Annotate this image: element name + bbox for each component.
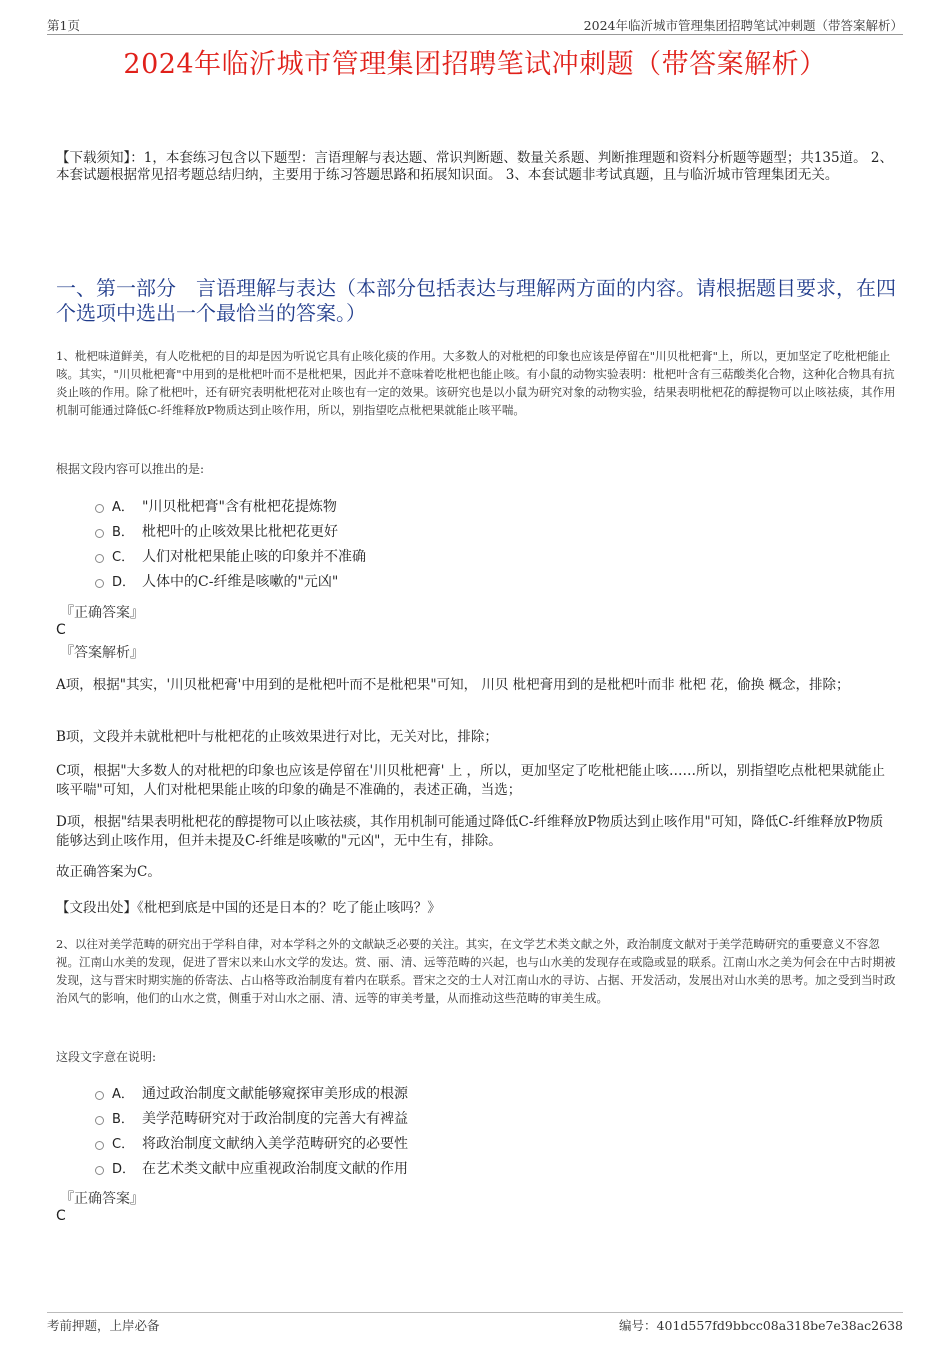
- page-title: 2024年临沂城市管理集团招聘笔试冲刺题（带答案解析）: [123, 49, 827, 80]
- answer-value: C: [56, 1208, 66, 1224]
- option-a[interactable]: A． 通过政治制度文献能够窥探审美形成的根源: [95, 1080, 408, 1105]
- option-b[interactable]: B． 枇杷叶的止咳效果比枇杷花更好: [95, 518, 366, 543]
- header-doc-title: 2024年临沂城市管理集团招聘笔试冲刺题（带答案解析）: [583, 18, 903, 33]
- radio-icon[interactable]: [95, 579, 104, 588]
- question-1-prompt: 根据文段内容可以推出的是:: [56, 462, 205, 476]
- radio-icon[interactable]: [95, 554, 104, 563]
- download-notice: 【下载须知】：1，本套练习包含以下题型：言语理解与表达题、常识判断题、数量关系题、判断推理题和资料分析题等题型；共135道。 2、本套试题根据常见招考题总结归纳，主要用于练习答题思路和拓展知识面。 3、本套试题非考试真题，且与临沂城市管理集团无关。: [56, 150, 893, 183]
- radio-icon[interactable]: [95, 1116, 104, 1125]
- question-2-prompt: 这段文字意在说明:: [56, 1050, 157, 1064]
- radio-icon[interactable]: [95, 1141, 104, 1150]
- analysis-b: B项，文段并未就枇杷叶与枇杷花的止咳效果进行对比，无关对比，排除；: [56, 729, 498, 745]
- page-header: [47, 14, 903, 35]
- analysis-c: C项，根据"大多数人的对枇杷的印象也应该是停留在'川贝枇杷膏' 上 ，所以，更加坚定了吃枇杷能止咳……所以，别指望吃点枇杷果就能止咳平喘"可知，人们对枇杷果能止咳的印象的确是不准确的，表述正确，当选；: [56, 763, 886, 798]
- option-c[interactable]: C． 人们对枇杷果能止咳的印象并不准确: [95, 543, 366, 568]
- page-number: 第1页: [47, 18, 80, 33]
- radio-icon[interactable]: [95, 1091, 104, 1100]
- answer-value: C: [56, 622, 66, 638]
- question-1-passage: 1、枇杷味道鲜美，有人吃枇杷的目的却是因为听说它具有止咳化痰的作用。大多数人的对枇杷的印象也应该是停留在"川贝枇杷膏"上，所以，更加坚定了吃枇杷能止咳。其实，"川贝枇杷膏"中用到的是枇杷叶而不是枇杷果，因此并不意味着吃枇杷也能止咳。有小鼠的动物实验表明：枇杷叶含有三萜酸类化合物，这种化合物具有抗炎止咳的作用。除了枇杷叶，还有研究表明枇杷花对止咳也有一定的效果。该研究也是以小鼠为研究对象的动物实验，结果表明枇杷花的醇提物可以止咳祛痰，其作用机制可能通过降低C-纤维释放P物质达到止咳作用，所以，别指望吃点枇杷果就能止咳平喘。: [56, 349, 896, 417]
- passage-source: 【文段出处】《枇杷到底是中国的还是日本的？吃了能止咳吗？》: [56, 900, 441, 916]
- radio-icon[interactable]: [95, 1166, 104, 1175]
- radio-icon[interactable]: [95, 504, 104, 513]
- question-2-passage: 2、以往对美学范畴的研究出于学科自律，对本学科之外的文献缺乏必要的关注。其实，在文学艺术类文献之外，政治制度文献对于美学范畴研究的重要意义不容忽视。江南山水美的发现，促进了晋宋以来山水文学的发达。赏、丽、清、远等范畴的兴起，也与山水美的发现存在或隐或显的联系。江南山水之美为何会在中古时期被发现，这与晋宋时期实施的侨寄法、占山格等政治制度有着内在联系。晋宋之交的士人对江南山水的寻访、占据、开发活动，发展出对山水美的思考。加之受到当时政治风气的影响，他们的山水之赏，侧重于对山水之丽、清、远等的审美考量，从而推动这些范畴的审美生成。: [56, 937, 896, 1005]
- option-d[interactable]: D． 人体中的C-纤维是咳嗽的"元凶": [95, 568, 366, 593]
- option-a[interactable]: A． "川贝枇杷膏"含有枇杷花提炼物: [95, 493, 366, 518]
- analysis-conclusion: 故正确答案为C。: [56, 864, 161, 880]
- question-2-options: [95, 1080, 408, 1180]
- option-c[interactable]: C． 将政治制度文献纳入美学范畴研究的必要性: [95, 1130, 408, 1155]
- footer-serial: 编号：401d557fd9bbcc08a318be7e38ac2638: [619, 1318, 903, 1333]
- option-d[interactable]: D． 在艺术类文献中应重视政治制度文献的作用: [95, 1155, 408, 1180]
- radio-icon[interactable]: [95, 529, 104, 538]
- page-footer: [47, 1312, 903, 1333]
- section-heading: 一、第一部分 言语理解与表达（本部分包括表达与理解两方面的内容。请根据题目要求，在四个选项中选出一个最恰当的答案。）: [56, 276, 896, 325]
- analysis-label: 『答案解析』: [60, 645, 144, 661]
- answer-label: 『正确答案』: [60, 1191, 144, 1207]
- answer-label: 『正确答案』: [60, 605, 144, 621]
- analysis-a: A项，根据"其实，'川贝枇杷膏'中用到的是枇杷叶而不是枇杷果"可知， 川贝 枇杷膏用到的是枇杷叶而非 枇杷 花，偷换 概念，排除；: [56, 677, 850, 693]
- analysis-d: D项，根据"结果表明枇杷花的醇提物可以止咳祛痰，其作用机制可能通过降低C-纤维释放P物质达到止咳作用"可知，降低C-纤维释放P物质能够达到止咳作用，但并未提及C-纤维是咳嗽的"元凶"，无中生有，排除。: [56, 814, 884, 849]
- question-1-options: [95, 493, 366, 593]
- footer-slogan: 考前押题，上岸必备: [47, 1318, 160, 1333]
- option-b[interactable]: B． 美学范畴研究对于政治制度的完善大有裨益: [95, 1105, 408, 1130]
